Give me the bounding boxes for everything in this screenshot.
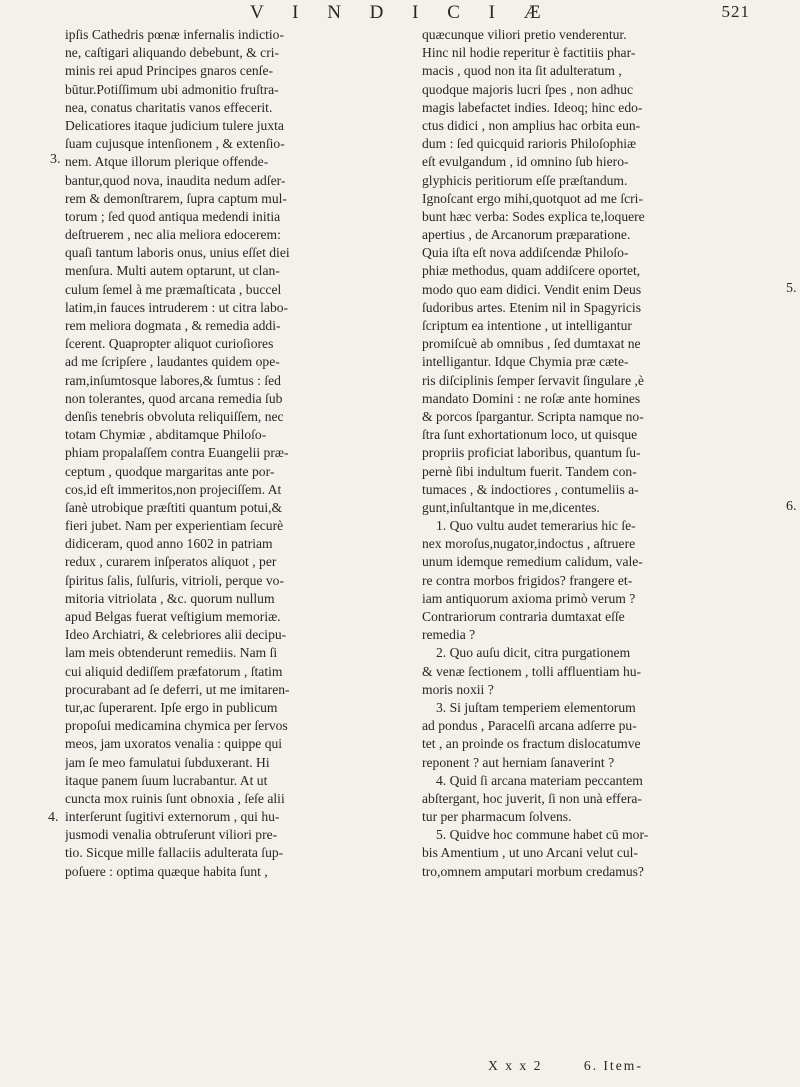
text-line: tur per pharmacum ſolvens. — [422, 809, 572, 825]
text-line: & porcos ſpargantur. Scripta namque no- — [422, 408, 644, 424]
text-line: ceptum , quodque margaritas ante por- — [65, 463, 275, 479]
text-line: ſcerent. Quapropter aliquot curioſiores — [65, 336, 274, 352]
text-line: Ideo Archiatri, & celebriores alii decipu- — [65, 627, 287, 643]
text-line: quodque majoris lucri ſpes , non adhuc — [422, 81, 634, 97]
text-line: iam antiquorum axioma primò verum ? — [422, 590, 636, 606]
text-line: culum ſemel à me præmaſticata , buccel — [65, 281, 282, 297]
text-line: redux , curarem inſperatos aliquot , per — [65, 554, 277, 570]
text-line: eſt evulgandum , id omnino ſub hiero- — [422, 154, 629, 170]
catchword: 6. Item- — [583, 1058, 643, 1073]
text-line: promiſcuè ab omnibus , ſed dumtaxat ne — [422, 336, 641, 352]
text-line: torum ; ſed quod antiqua medendi initia — [65, 208, 281, 224]
text-line: Quia iſta eſt nova addiſcendæ Philoſo- — [422, 245, 629, 261]
text-line: unum idemque remedium calidum, vale- — [422, 554, 643, 570]
text-line: bantur,quod nova, inaudita nedum adſer- — [65, 172, 286, 188]
text-line: Contrariorum contraria dumtaxat eſſe — [422, 609, 625, 624]
text-line: ipſis Cathedris pœnæ infernalis indictio- — [65, 27, 284, 42]
text-line: jusmodi venalia obtruſerunt viliori pre- — [65, 827, 278, 843]
text-line: 3. Si juſtam temperiem elementorum — [436, 699, 636, 715]
text-line: rem & demonſtrarem, ſupra captum mul- — [65, 190, 287, 206]
margin-number-4: 4. — [48, 810, 59, 825]
text-line: cui aliquid dediſſem præfatorum , ſtatim — [65, 663, 283, 679]
text-line: gunt,inſultantque in me,dicentes. — [422, 499, 600, 515]
text-line: cos,id eſt immeritos,non projeciſſem. At — [65, 481, 282, 497]
text-line: Hinc nil hodie reperitur è factitiis phar- — [422, 45, 636, 61]
text-line: tet , an proinde os fractum dislocatumve — [422, 736, 641, 752]
signature-line — [488, 1058, 679, 1074]
text-line: 2. Quo auſu dicit, citra purgationem — [436, 645, 631, 661]
text-line: propoſui medicamina chymica per ſervos — [65, 718, 288, 734]
text-line: latim,in fauces intruderem : ut citra labo- — [65, 299, 289, 315]
text-line: ſcriptum ea intentione , ut intelligantur — [422, 318, 632, 333]
text-line: apertius , de Arcanorum præparatione. — [422, 227, 631, 243]
running-head-title: V I N D I C I Æ — [250, 2, 553, 23]
text-line: cuncta mox ruinis ſunt obnoxia , ſeſe alii — [65, 790, 285, 806]
text-line: ſanè utrobique præſtiti quantum potui,& — [65, 499, 283, 515]
text-line: ne, caſtigari aliquando debebunt, & cri- — [65, 45, 280, 61]
text-line: būtur.Potiſſimum ubi admonitio fruſtra- — [65, 81, 279, 97]
text-line: pernè ſibi indultum fuerit. Tandem con- — [422, 463, 637, 479]
text-line: ſudoribus artes. Etenim nil in Spagyricis — [422, 299, 641, 315]
text-line: bis Amentium , ut uno Arcani velut cul- — [422, 845, 638, 861]
text-line: propriis proficiat laboribus, quantum ſu- — [422, 445, 641, 461]
text-line: ſpiritus ſalis, ſulſuris, vitrioli, perque vo- — [65, 572, 284, 588]
text-line: 1. Quo vultu audet temerarius hic ſe- — [436, 518, 636, 534]
text-line: jam ſe meo famulatui ſubduxerant. Hi — [65, 754, 270, 770]
text-line: remedia ? — [422, 627, 476, 643]
text-line: tro,omnem amputari morbum credamus? — [422, 863, 644, 879]
text-line: phiæ methodus, quam addiſcere oportet, — [422, 263, 641, 279]
left-text-column — [65, 26, 437, 881]
text-line: ad me ſcripſere , laudantes quidem ope- — [65, 354, 280, 370]
text-line: ctus didici , non amplius hac orbita eun- — [422, 117, 641, 133]
text-line: mitoria vitriolata , &c. quorum nullum — [65, 590, 275, 606]
text-line: macis , quod non ita ſit adulteratum , — [422, 63, 622, 79]
text-line: quaſi tantum laboris onus, unius eſſet diei — [65, 245, 290, 261]
text-line: ſtra ſunt exhortationum loco, ut quisque — [422, 427, 638, 443]
text-line: denſis tenebris obvoluta reliquiſſem, nec — [65, 408, 284, 424]
text-line: poſuere : optima quæque habita ſunt , — [65, 863, 268, 879]
text-line: itaque panem ſuum lucrabantur. At ut — [65, 772, 268, 788]
text-line: ris diſciplinis ſemper ſervavit ſingulare ,è — [422, 372, 644, 388]
text-line: ram,inſumtosque labores,& ſumtus : ſed — [65, 372, 281, 388]
text-line: nex moroſus,nugator,indoctus , aſtruere — [422, 536, 636, 552]
margin-number-3: 3. — [50, 152, 61, 167]
text-line: deſtruerem , nec alia meliora edocerem: — [65, 227, 281, 243]
text-line: nea, conatus charitatis vanos effecerit. — [65, 99, 273, 115]
text-line: ad pondus , Paracelſi arcana adſerre pu- — [422, 718, 637, 734]
text-line: dum : ſed quicquid rarioris Philoſophiæ — [422, 136, 637, 152]
text-line: & venæ ſectionem , tolli affluentiam hu- — [422, 663, 642, 679]
text-line: menſura. Multi autem optarunt, ut clan- — [65, 263, 280, 279]
text-line: didiceram, quod anno 1602 in patriam — [65, 536, 273, 552]
text-line: minis rei apud Principes gnaros cenſe- — [65, 63, 274, 79]
text-line: re contra morbos frigidos? frangere et- — [422, 572, 633, 588]
text-line: rem meliora dogmata , & remedia addi- — [65, 318, 281, 333]
text-line: moris noxii ? — [422, 681, 494, 697]
text-line: glyphicis peritiorum eſſe præſtandum. — [422, 172, 628, 188]
text-line: meos, jam uxoratos venalia : quippe qui — [65, 736, 283, 752]
text-line: 4. Quid ſi arcana materiam peccantem — [436, 772, 643, 788]
margin-number-5: 5. — [786, 281, 797, 296]
text-line: tio. Sicque mille fallaciis adulterata ſup- — [65, 845, 284, 861]
text-line: mandato Domini : ne roſæ ante homines — [422, 390, 641, 406]
text-line: lam meis obtenderunt remediis. Nam ſi — [65, 645, 278, 661]
text-line: intelligantur. Idque Chymia præ cæte- — [422, 354, 629, 370]
text-line: tur,ac ſuperarent. Ipſe ergo in publicum — [65, 699, 278, 715]
text-line: bunt hæc verba: Sodes explica te,loquere — [422, 208, 645, 224]
text-line: tumaces , & indoctiores , contumeliis a- — [422, 481, 639, 497]
text-line: phiam propalaſſem contra Euangelii præ- — [65, 445, 289, 461]
text-line: ſuam cujusque intenſionem , & extenſio- — [65, 136, 285, 152]
text-line: nem. Atque illorum plerique offende- — [65, 154, 269, 170]
text-line: Ignoſcant ergo mihi,quotquot ad me ſcri- — [422, 190, 643, 206]
page-number: 521 — [721, 2, 750, 21]
text-line: 5. Quidve hoc commune habet cū mor- — [436, 827, 649, 843]
text-line: totam Chymiæ , abditamque Philoſo- — [65, 427, 267, 443]
text-line: modo quo eam didici. Vendit enim Deus — [422, 281, 642, 297]
text-line: abſtergant, hoc juverit, ſi non unà effera- — [422, 790, 642, 806]
text-line: interſerunt ſugitivi externorum , qui hu- — [65, 809, 280, 825]
text-line: apud Belgas fuerat veſtigium memoriæ. — [65, 609, 281, 624]
text-line: fieri jubet. Nam per experientiam ſecurè — [65, 518, 284, 534]
text-line: quæcunque viliori pretio venderentur. — [422, 27, 627, 42]
signature-mark: X x x 2 — [488, 1058, 543, 1073]
right-text-column — [422, 26, 784, 881]
text-line: non tolerantes, quod arcana remedia ſub — [65, 390, 283, 406]
text-line: Delicatiores itaque judicium tulere juxta — [65, 117, 284, 133]
text-line: procurabant ad ſe deferri, ut me imitaren- — [65, 681, 290, 697]
text-line: reponent ? aut herniam ſanaverint ? — [422, 754, 615, 770]
margin-number-6: 6. — [786, 499, 797, 514]
text-line: magis labefactet indies. Ideoq; hinc edo- — [422, 99, 643, 115]
